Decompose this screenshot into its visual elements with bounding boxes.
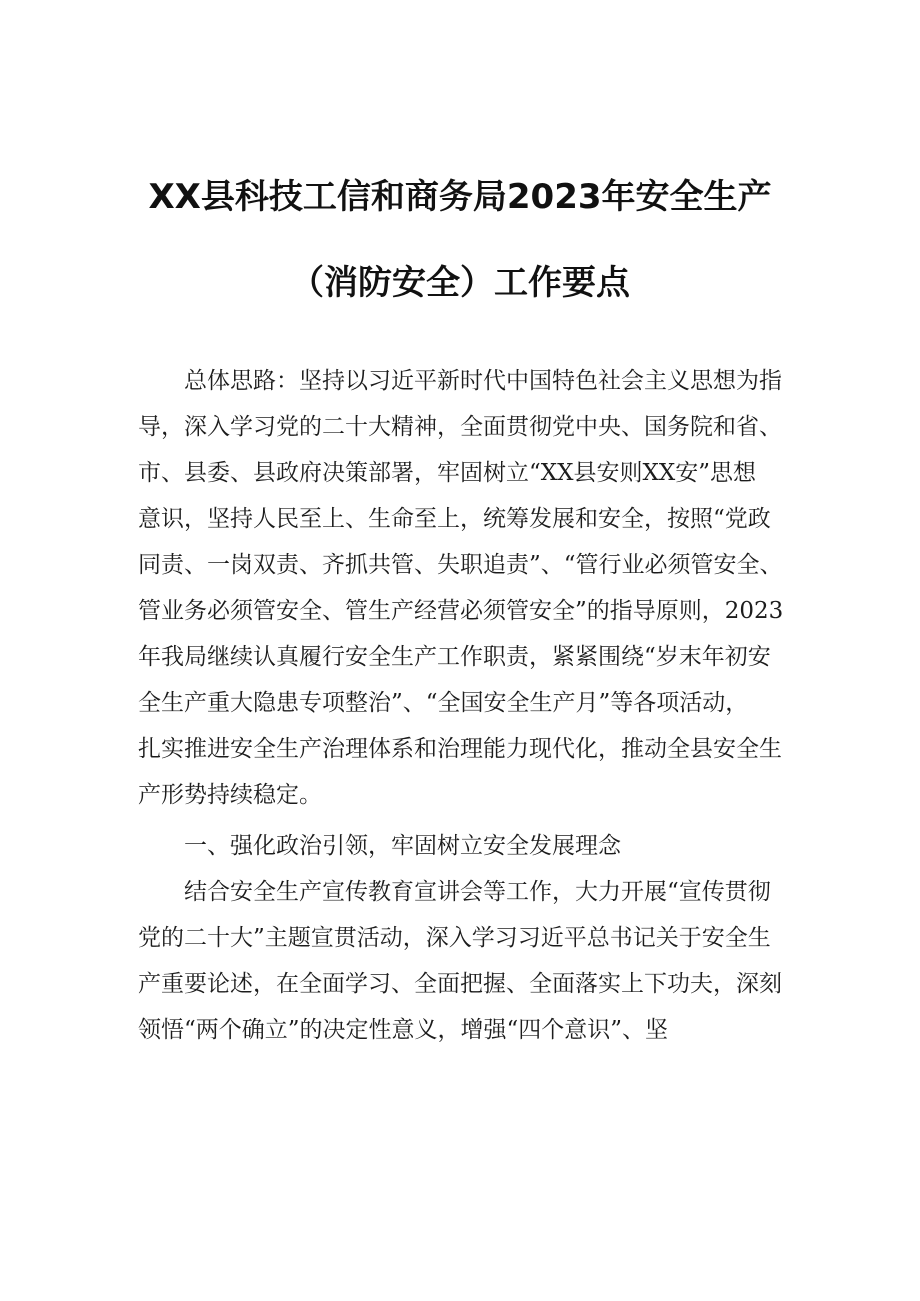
paragraph-line: 同责、一岗双责、齐抓共管、失职追责”、“管行业必须管安全、 xyxy=(138,552,783,578)
paragraph-line: 导，深入学习党的二十大精神，全面贯彻党中央、国务院和省、 xyxy=(138,414,782,440)
paragraph-line: 党的二十大”主题宣贯活动，深入学习习近平总书记关于安全生 xyxy=(138,925,771,951)
document-title-line-2: （消防安全）工作要点 xyxy=(290,263,630,303)
paragraph-line: 产重要论述，在全面学习、全面把握、全面落实上下功夫，深刻 xyxy=(138,971,782,997)
paragraph-line: 领悟“两个确立”的决定性意义，增强“四个意识”、坚 xyxy=(138,1017,669,1043)
paragraph-line: 产形势持续稳定。 xyxy=(138,782,322,808)
paragraph-line: 结合安全生产宣传教育宣讲会等工作，大力开展“宣传贯彻 xyxy=(184,879,771,905)
paragraph-line: 总体思路：坚持以习近平新时代中国特色社会主义思想为指 xyxy=(184,368,782,394)
paragraph-line: 年我局继续认真履行安全生产工作职责，紧紧围绕“岁末年初安 xyxy=(138,644,771,670)
paragraph-line: 管业务必须管安全、管生产经营必须管安全”的指导原则，2023 xyxy=(138,598,784,624)
paragraph-line: 市、县委、县政府决策部署，牢固树立“XX县安则XX安”思想 xyxy=(138,460,757,486)
section-heading: 一、强化政治引领，牢固树立安全发展理念 xyxy=(184,833,621,859)
document-title-line-1: XX县科技工信和商务局2023年安全生产 xyxy=(148,177,772,217)
paragraph-line: 全生产重大隐患专项整治”、“全国安全生产月”等各项活动， xyxy=(138,690,749,716)
paragraph-line: 扎实推进安全生产治理体系和治理能力现代化，推动全县安全生 xyxy=(138,736,782,762)
paragraph-line: 意识，坚持人民至上、生命至上，统筹发展和安全，按照“党政 xyxy=(138,506,771,532)
